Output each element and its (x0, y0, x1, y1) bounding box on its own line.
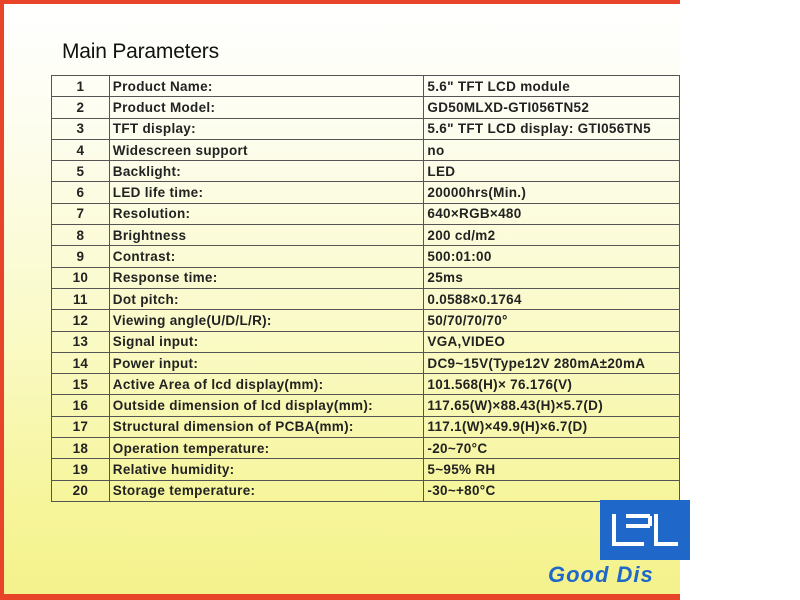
parameter-value: 500:01:00 (424, 246, 680, 267)
row-number: 14 (52, 352, 110, 373)
parameter-name: Product Name: (109, 76, 424, 97)
parameter-value: 25ms (424, 267, 680, 288)
parameter-value: DC9~15V(Type12V 280mA±20mA (424, 352, 680, 373)
table-row (52, 438, 680, 459)
parameter-name: Viewing angle(U/D/L/R): (109, 310, 424, 331)
parameter-name: Product Model: (109, 97, 424, 118)
table-row (52, 118, 680, 139)
table-row (52, 416, 680, 437)
row-number: 6 (52, 182, 110, 203)
row-number: 7 (52, 203, 110, 224)
page-title: Main Parameters (62, 40, 219, 63)
parameter-name: Power input: (109, 352, 424, 373)
row-number: 8 (52, 225, 110, 246)
parameter-value: 0.0588×0.1764 (424, 288, 680, 309)
parameter-value: LED (424, 161, 680, 182)
row-number: 15 (52, 374, 110, 395)
row-number: 17 (52, 416, 110, 437)
row-number: 18 (52, 438, 110, 459)
table-row (52, 331, 680, 352)
parameter-name: Widescreen support (109, 139, 424, 160)
row-number: 10 (52, 267, 110, 288)
row-number: 5 (52, 161, 110, 182)
row-number: 2 (52, 97, 110, 118)
parameter-name: Structural dimension of PCBA(mm): (109, 416, 424, 437)
parameter-name: TFT display: (109, 118, 424, 139)
row-number: 19 (52, 459, 110, 480)
parameter-value: 117.65(W)×88.43(H)×5.7(D) (424, 395, 680, 416)
parameter-name: Brightness (109, 225, 424, 246)
parameter-name: Storage temperature: (109, 480, 424, 501)
table-row (52, 267, 680, 288)
row-number: 16 (52, 395, 110, 416)
parameter-value: GD50MLXD-GTI056TN52 (424, 97, 680, 118)
company-logo-icon (600, 500, 690, 560)
parameter-name: Operation temperature: (109, 438, 424, 459)
table-row (52, 459, 680, 480)
row-number: 11 (52, 288, 110, 309)
parameter-name: Active Area of lcd display(mm): (109, 374, 424, 395)
parameter-value: 5~95% RH (424, 459, 680, 480)
parameter-name: Dot pitch: (109, 288, 424, 309)
row-number: 12 (52, 310, 110, 331)
parameter-name: Signal input: (109, 331, 424, 352)
parameter-value: 20000hrs(Min.) (424, 182, 680, 203)
table-row (52, 246, 680, 267)
parameter-value: 200 cd/m2 (424, 225, 680, 246)
parameter-name: Resolution: (109, 203, 424, 224)
table-row (52, 352, 680, 373)
parameter-name: Response time: (109, 267, 424, 288)
parameter-value: -20~70°C (424, 438, 680, 459)
parameter-name: Backlight: (109, 161, 424, 182)
parameter-value: 117.1(W)×49.9(H)×6.7(D) (424, 416, 680, 437)
parameter-value: VGA,VIDEO (424, 331, 680, 352)
parameter-value: -30~+80°C (424, 480, 680, 501)
table-row (52, 182, 680, 203)
parameter-value: 640×RGB×480 (424, 203, 680, 224)
table-row (52, 97, 680, 118)
parameter-name: Relative humidity: (109, 459, 424, 480)
parameters-table-body (52, 76, 680, 502)
table-row (52, 310, 680, 331)
parameter-value: no (424, 139, 680, 160)
parameter-name: Contrast: (109, 246, 424, 267)
row-number: 3 (52, 118, 110, 139)
table-row (52, 395, 680, 416)
row-number: 4 (52, 139, 110, 160)
company-logo-text: Good Dis (548, 562, 654, 587)
table-row (52, 374, 680, 395)
table-row (52, 139, 680, 160)
table-row (52, 288, 680, 309)
parameter-value: 101.568(H)× 76.176(V) (424, 374, 680, 395)
row-number: 1 (52, 76, 110, 97)
parameters-table (51, 75, 680, 502)
table-row (52, 161, 680, 182)
row-number: 20 (52, 480, 110, 501)
table-row (52, 203, 680, 224)
row-number: 9 (52, 246, 110, 267)
parameter-value: 5.6" TFT LCD display: GTI056TN5 (424, 118, 680, 139)
parameter-name: Outside dimension of lcd display(mm): (109, 395, 424, 416)
parameter-value: 5.6" TFT LCD module (424, 76, 680, 97)
table-row (52, 480, 680, 501)
parameter-name: LED life time: (109, 182, 424, 203)
row-number: 13 (52, 331, 110, 352)
table-row (52, 76, 680, 97)
parameter-value: 50/70/70/70° (424, 310, 680, 331)
table-row (52, 225, 680, 246)
